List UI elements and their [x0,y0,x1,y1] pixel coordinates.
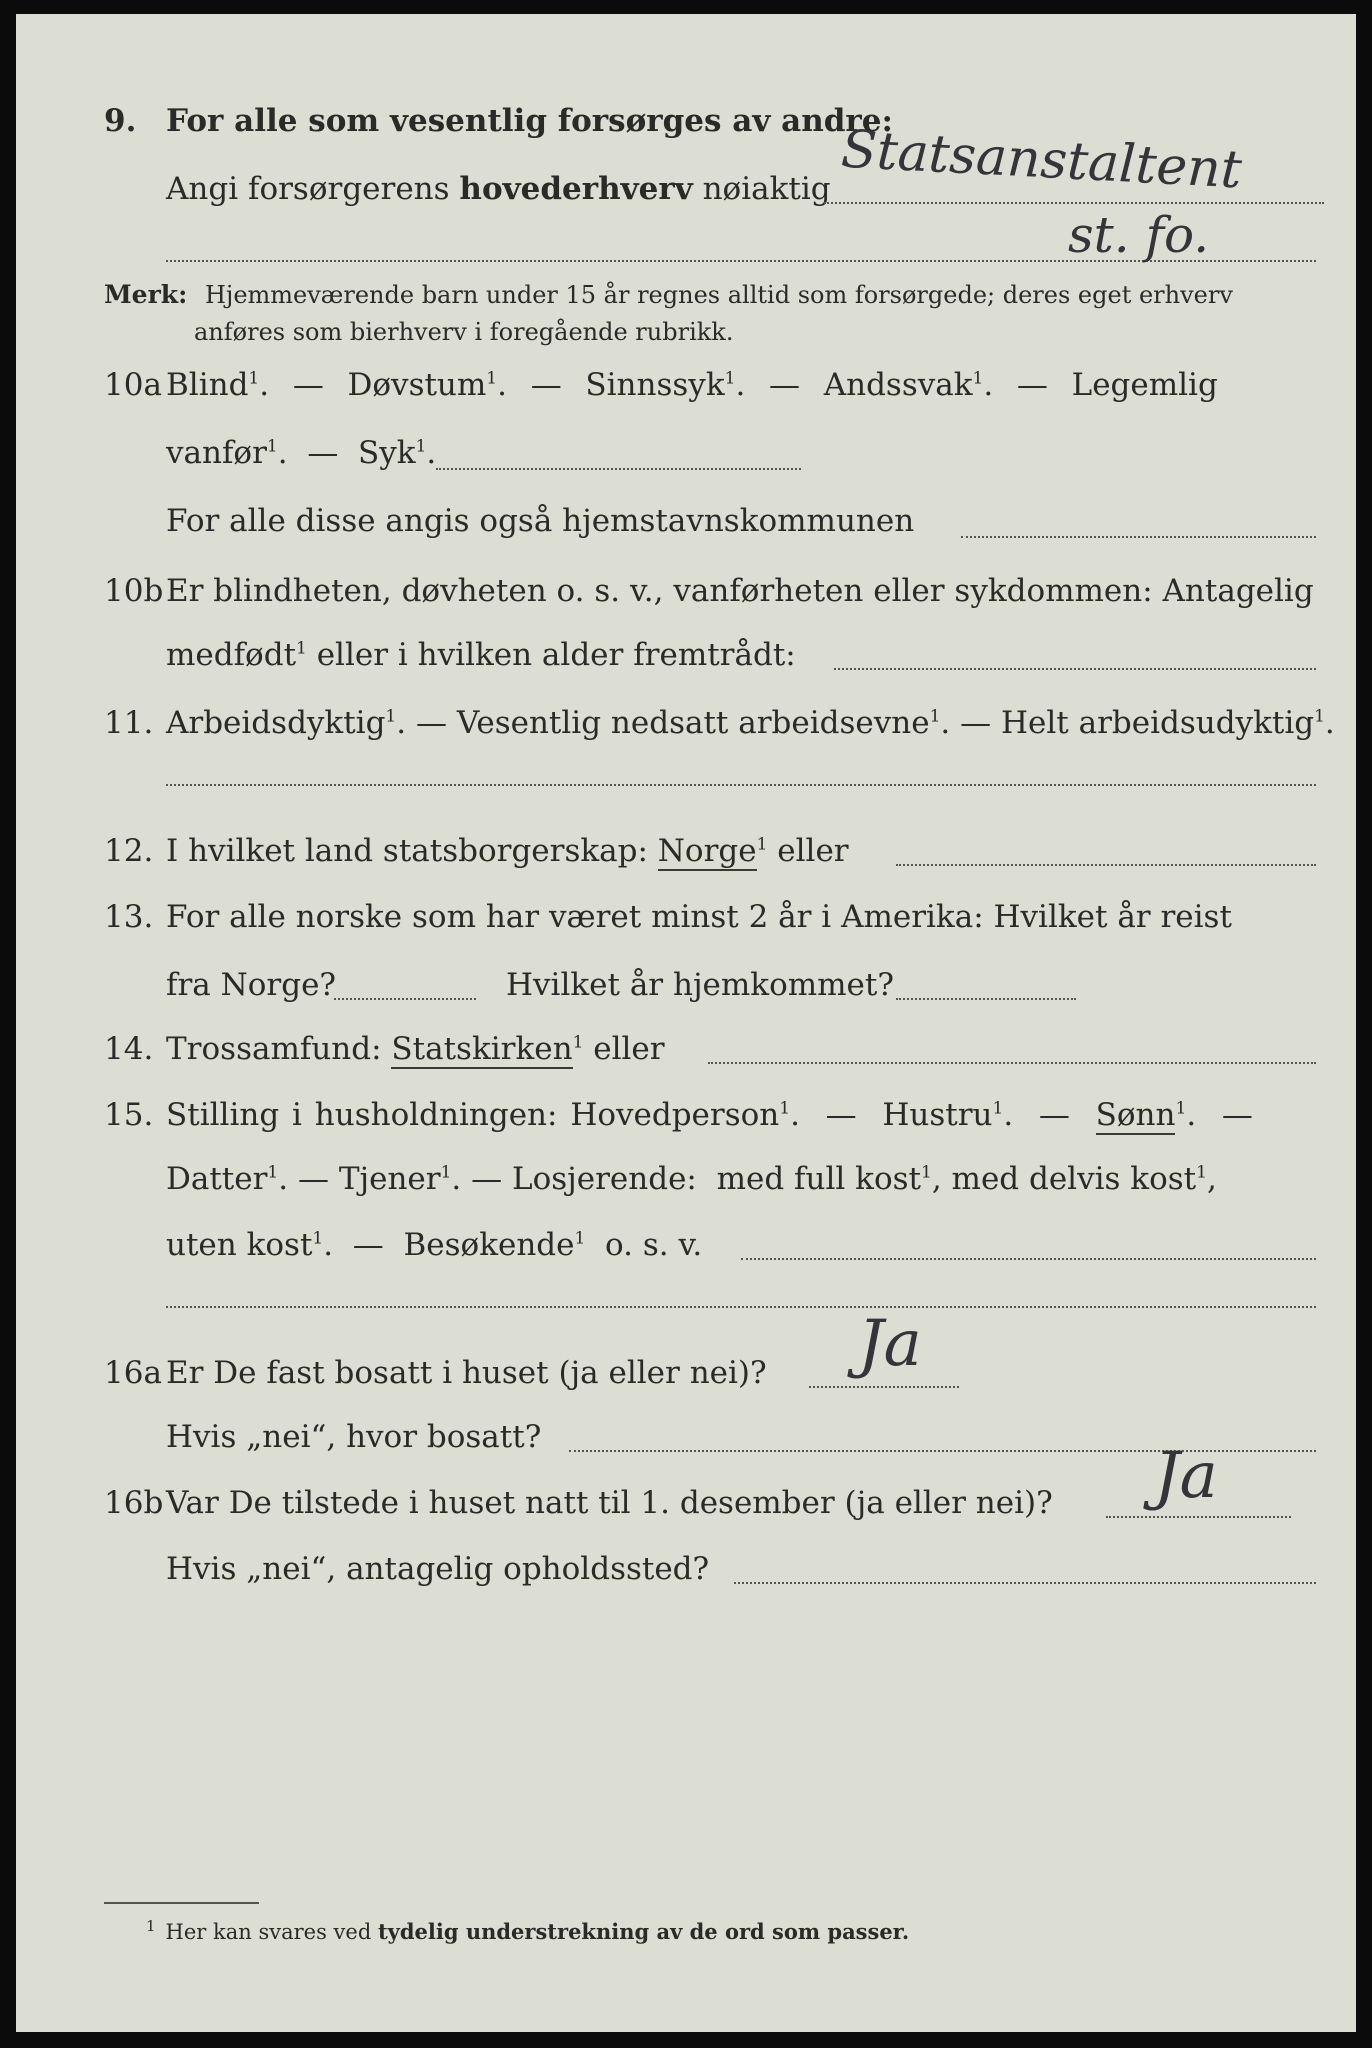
q12-prefix: I hvilket land statsborgerskap: [166,833,658,869]
footnote-ref: 1 [972,368,984,389]
q10a-number: 10a [104,367,162,403]
q11-line: Arbeidsdyktig$^1$. — Vesentlig nedsatt arbeidsevne$^1$. — Helt arbeidsudyktig$^1$. [166,705,1335,741]
q10b-line2-rest: eller i hvilken alder fremtrådt: [306,637,796,673]
q15-dotted-line-1 [741,1258,1316,1260]
q16b-number: 16b [104,1485,164,1521]
footnote-ref: 1 [921,1162,932,1183]
footnote-ref: 1 [1314,706,1325,727]
dash: — [471,1161,503,1197]
option-sinnssyk: Sinnssyk [585,367,725,403]
option-syk: Syk [358,435,416,471]
footnote-ref: 1 [756,834,768,855]
footnote-ref: 1 [486,368,498,389]
option-datter: Datter [166,1161,268,1197]
q16b-handwritten-answer: Ja [1154,1439,1218,1513]
footnote-ref: 1 [267,1162,279,1183]
census-form-page [16,14,1356,2032]
dash: — [530,367,562,403]
option-statskirken-underlined: Statskirken [391,1031,573,1067]
footnote-ref: 1 [440,1162,452,1183]
q10b-dotted-line [834,668,1316,670]
dash: — [292,367,324,403]
option-vanfor: vanfør [166,435,267,471]
q10b-line1: Er blindheten, døvheten o. s. v., vanførheten eller sykdommen: Antagelig [166,573,1314,609]
dash: — [825,1097,857,1133]
q10a-hjemstavn-dotted-line [961,536,1316,538]
q9-line1: For alle som vesentlig forsørges av andre: [166,103,893,139]
footnote-ref: 1 [724,368,736,389]
q9-handwritten-answer-1: Statsanstaltent [839,119,1244,201]
q16a-handwritten-answer: Ja [858,1307,922,1381]
q13-line2-a: fra Norge? [166,967,337,1003]
footnote [146,1917,909,1944]
footnote-ref: 1 [572,1032,584,1053]
dash: — [1221,1097,1253,1133]
dash: — [415,705,447,741]
q9-dotted-line-1 [824,202,1324,204]
footnote-ref: 1 [574,1228,586,1249]
merk-label: Merk: [104,280,188,309]
footnote-ref: 1 [385,706,397,727]
q14-number: 14. [104,1031,154,1067]
q15-line3: uten kost$^1$. — Besøkende$^1$ o. s. v. [166,1227,703,1263]
q16a-line2: Hvis „nei“, hvor bosatt? [166,1419,542,1455]
q10a-line1: Blind$^1$. — Døvstum$^1$. — Sinnssyk$^1$. — Andssvak$^1$. — Legemlig [166,367,1218,403]
footnote-ref: 1 [929,706,941,727]
q16b-line2: Hvis „nei“, antagelig opholdssted? [166,1551,710,1587]
footnote-rule [104,1902,259,1904]
dash: — [297,1161,329,1197]
q9-line2-bold: hovederhverv [459,171,693,207]
option-nedsatt: Vesentlig nedsatt arbeidsevne [456,705,930,741]
option-tjener: Tjener [338,1161,441,1197]
q11-number: 11. [104,705,154,741]
footnote-mark: 1 [146,1917,156,1935]
footnote-ref: 1 [248,368,260,389]
q10b-number: 10b [104,573,164,609]
q14-prefix: Trossamfund: [166,1031,392,1067]
footnote-text-b: tydelig understrekning av de ord som passer. [377,1919,910,1944]
q12-dotted-line [896,864,1316,866]
dash: — [960,705,992,741]
q12-line [166,833,849,869]
q16b-dotted-line-1 [1106,1516,1291,1518]
option-andssvak: Andssvak [823,367,973,403]
footnote-ref: 1 [992,1098,1004,1119]
dash: — [307,435,339,471]
merk-line1: Hjemmeværende barn under 15 år regnes alltid som forsørgede; deres eget erhverv [204,281,1233,309]
q15-osv: o. s. v. [605,1227,703,1263]
merk-note [104,276,1233,350]
q9-line2-prefix: Angi forsørgerens [166,171,460,207]
q15-line1: Stilling i husholdningen: Hovedperson$^1$. — Hustru$^1$. — Sønn$^1$. — [166,1097,1253,1133]
option-hustru: Hustru [882,1097,993,1133]
q16a-dotted-line-1 [809,1386,959,1388]
option-full-kost: med full kost [716,1161,921,1197]
option-norge-underlined: Norge [657,833,757,869]
q9-line2 [166,171,831,207]
footnote-ref: 1 [1175,1098,1187,1119]
q13-reist-dotted-line [334,998,476,1000]
option-hovedperson: Hovedperson [570,1097,780,1133]
q9-handwritten-answer-2: st. fo. [1068,206,1210,264]
option-dovstum: Døvstum [347,367,487,403]
q12-suffix: eller [767,833,849,869]
q11-dotted-line [166,784,1316,786]
footnote-text-a: Her kan svares ved [165,1920,378,1944]
footnote-ref: 1 [266,436,278,457]
footnote-ref: 1 [296,638,307,659]
q16b-dotted-line-2 [734,1582,1316,1584]
q13-hjemkommet-dotted-line [896,998,1076,1000]
q16b-line1: Var De tilstede i huset natt til 1. desember (ja eller nei)? [166,1485,1053,1521]
q14-suffix: eller [583,1031,665,1067]
q15-prefix: Stilling i husholdningen: [166,1097,571,1133]
option-besokende: Besøkende [403,1227,575,1263]
q10a-syk-dotted-line [436,468,801,470]
q10a-line2: vanfør$^1$. — Syk$^1$. [166,435,437,471]
dash: — [769,367,800,403]
option-legemlig: Legemlig [1071,367,1218,403]
dash: — [1016,367,1048,403]
q14-dotted-line [708,1062,1316,1064]
q13-line2-b: Hvilket år hjemkommet? [506,967,894,1003]
option-losjerende: Losjerende: [512,1161,697,1197]
q9-line2-suffix: nøiaktig [692,171,831,207]
q16a-line1: Er De fast bosatt i huset (ja eller nei)? [166,1355,767,1391]
q15-number: 15. [104,1097,154,1133]
footnote-ref: 1 [415,436,427,457]
q13-number: 13. [104,899,154,935]
q12-number: 12. [104,833,154,869]
q9-number: 9. [104,103,137,139]
option-arbeidsdyktig: Arbeidsdyktig [166,705,386,741]
footnote-ref: 1 [1196,1162,1207,1183]
q13-line1: For alle norske som har været minst 2 år i Amerika: Hvilket år reist [166,899,1232,935]
q15-dotted-line-2 [166,1306,1316,1308]
q10b-line2 [166,637,796,673]
option-medfodt: medfødt [166,637,297,673]
q14-line [166,1031,665,1067]
dash: — [352,1227,384,1263]
dash: — [1038,1097,1070,1133]
q10a-line3: For alle disse angis også hjemstavnskommunen [166,503,915,539]
option-udyktig: Helt arbeidsudyktig [1000,705,1315,741]
option-blind: Blind [166,367,249,403]
q16a-number: 16a [104,1355,162,1391]
option-uten-kost: uten kost [166,1227,313,1263]
option-delvis-kost: med delvis kost [951,1161,1197,1197]
merk-line2: anføres som bierhverv i foregående rubrikk. [194,317,734,346]
q15-line2: Datter$^1$. — Tjener$^1$. — Losjerende: med full kost$^1$, med delvis kost$^1$, [166,1161,1217,1197]
footnote-ref: 1 [779,1098,791,1119]
footnote-ref: 1 [312,1228,324,1249]
option-sonn-underlined: Sønn [1095,1097,1176,1133]
